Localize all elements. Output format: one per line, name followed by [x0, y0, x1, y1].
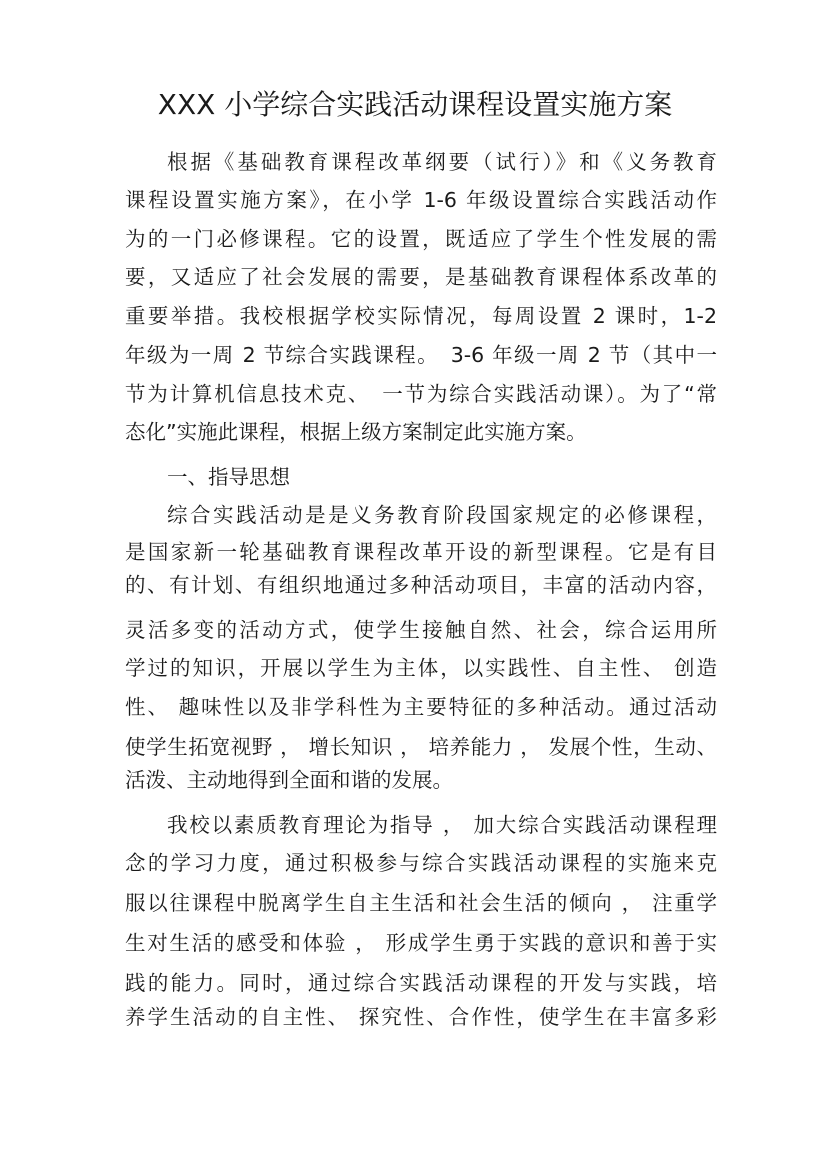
text-line: 重要举措。我校根据学校实际情况，每周设置 2 课时，1-2: [125, 304, 717, 328]
text-line: 的、有计划、有组织地通过多种活动项目，丰富的活动内容，: [125, 573, 717, 597]
text-line: 活泼、主动地得到全面和谐的发展。: [125, 768, 453, 792]
text-line: 是国家新一轮基础教育课程改革开设的新型课程。它是有目: [125, 540, 717, 564]
text-line: 综合实践活动是是义务教育阶段国家规定的必修课程，: [167, 503, 717, 527]
text-line: 念的学习力度，通过积极参与综合实践活动课程的实施来克: [125, 851, 717, 875]
text-line: 学过的知识，开展以学生为主体，以实践性、自主性、 创造: [125, 656, 717, 680]
text-line: 为的一门必修课程。它的设置，既适应了学生个性发展的需: [125, 227, 717, 251]
text-line: 践的能力。同时，通过综合实践活动课程的开发与实践，培: [125, 971, 717, 995]
text-line: 态化”实施此课程，根据上级方案制定此实施方案。: [125, 420, 587, 444]
text-line: 服以往课程中脱离学生自主生活和社会生活的倾向 ， 注重学: [125, 891, 717, 915]
text-line: 课程设置实施方案》，在小学 1-6 年级设置综合实践活动作: [125, 188, 717, 212]
text-line: 节为计算机信息技术克、 一节为综合实践活动课）。为了“常: [125, 382, 717, 406]
section-heading: 一、指导思想: [167, 465, 290, 489]
text-line: 养学生活动的自主性、 探究性、合作性，使学生在丰富多彩: [125, 1005, 717, 1029]
text-line: 要，又适应了社会发展的需要，是基础教育课程体系改革的: [125, 265, 717, 289]
text-line: 我校以素质教育理论为指导 ， 加大综合实践活动课程理: [167, 813, 717, 837]
text-line: 性、 趣味性以及非学科性为主要特征的多种活动。通过活动: [125, 695, 717, 719]
text-line: 灵活多变的活动方式，使学生接触自然、社会，综合运用所: [125, 618, 717, 642]
document-title: XXX 小学综合实践活动课程设置实施方案: [157, 88, 673, 121]
text-line: 使学生拓宽视野 ， 增长知识 ， 培养能力 ， 发展个性，生动、: [125, 735, 717, 759]
text-line: 根据《基础教育课程改革纲要（试行）》和《义务教育: [167, 150, 717, 174]
text-line: 生对生活的感受和体验 ， 形成学生勇于实践的意识和善于实: [125, 931, 717, 955]
text-line: 年级为一周 2 节综合实践课程。 3-6 年级一周 2 节（其中一: [125, 343, 717, 367]
